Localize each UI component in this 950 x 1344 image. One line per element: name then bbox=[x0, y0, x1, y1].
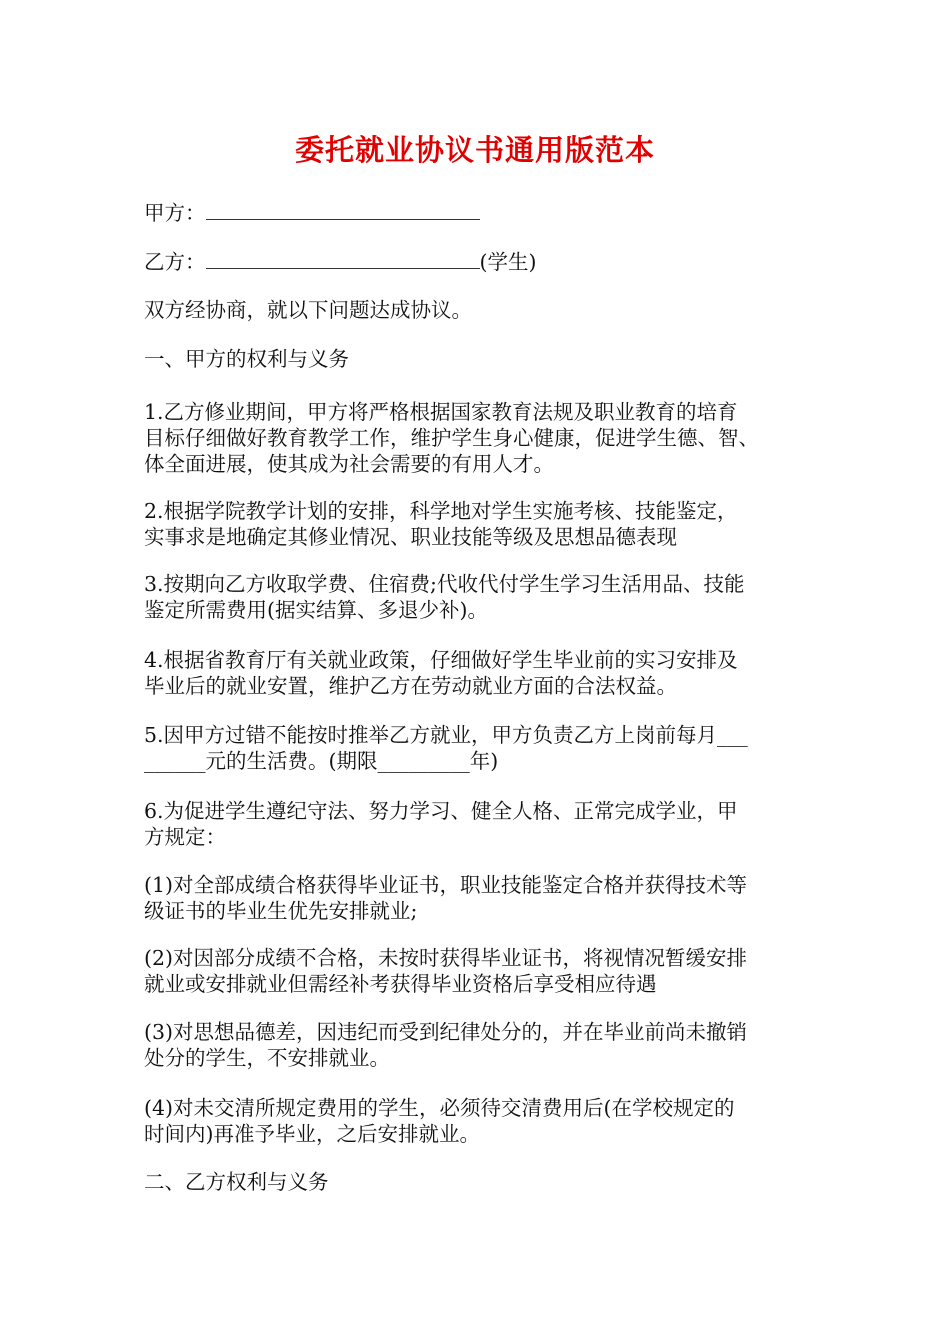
sub1-line2: 级证书的毕业生优先安排就业; bbox=[144, 899, 418, 923]
section1-heading: 一、甲方的权利与义务 bbox=[144, 347, 349, 371]
item6-line2: 方规定： bbox=[144, 825, 226, 849]
sub1-line1: (1)对全部成绩合格获得毕业证书，职业技能鉴定合格并获得技术等 bbox=[144, 873, 748, 897]
item1-line1: 1.乙方修业期间，甲方将严格根据国家教育法规及职业教育的培育 bbox=[144, 400, 738, 424]
party-a-label: 甲方： bbox=[144, 201, 206, 225]
section2-heading: 二、乙方权利与义务 bbox=[144, 1170, 329, 1194]
party-b-suffix: (学生) bbox=[479, 250, 537, 274]
item1-line3: 体全面进展，使其成为社会需要的有用人才。 bbox=[144, 452, 554, 476]
sub3-line2: 处分的学生，不安排就业。 bbox=[144, 1046, 390, 1070]
item3-line2: 鉴定所需费用(据实结算、多退少补)。 bbox=[144, 598, 488, 622]
intro-paragraph: 双方经协商，就以下问题达成协议。 bbox=[144, 298, 472, 322]
item3-line1: 3.按期向乙方收取学费、住宿费;代收代付学生学习生活用品、技能 bbox=[144, 572, 745, 596]
party-a-line bbox=[144, 200, 814, 226]
item4-line1: 4.根据省教育厅有关就业政策，仔细做好学生毕业前的实习安排及 bbox=[144, 648, 738, 672]
party-b-line bbox=[144, 249, 814, 275]
item2-line1: 2.根据学院教学计划的安排，科学地对学生实施考核、技能鉴定， bbox=[144, 499, 738, 523]
item6-line1: 6.为促进学生遵纪守法、努力学习、健全人格、正常完成学业，甲 bbox=[144, 799, 738, 823]
document-title: 委托就业协议书通用版范本 bbox=[294, 133, 655, 167]
party-b-blank bbox=[206, 250, 480, 269]
item5-line2: ______元的生活费。(期限_________年) bbox=[144, 749, 499, 773]
item5-line1: 5.因甲方过错不能按时推举乙方就业，甲方负责乙方上岗前每月___ bbox=[144, 723, 748, 747]
sub2-line2: 就业或安排就业但需经补考获得毕业资格后享受相应待遇 bbox=[144, 972, 657, 996]
sub2-line1: (2)对因部分成绩不合格，未按时获得毕业证书，将视情况暂缓安排 bbox=[144, 946, 748, 970]
party-a-blank bbox=[206, 201, 480, 220]
sub4-line1: (4)对未交清所规定费用的学生，必须待交清费用后(在学校规定的 bbox=[144, 1096, 735, 1120]
sub4-line2: 时间内)再准予毕业，之后安排就业。 bbox=[144, 1122, 480, 1146]
item4-line2: 毕业后的就业安置，维护乙方在劳动就业方面的合法权益。 bbox=[144, 674, 677, 698]
party-b-label: 乙方： bbox=[144, 250, 206, 274]
item2-line2: 实事求是地确定其修业情况、职业技能等级及思想品德表现 bbox=[144, 525, 677, 549]
item1-line2: 目标仔细做好教育教学工作，维护学生身心健康，促进学生德、智、 bbox=[144, 426, 759, 450]
sub3-line1: (3)对思想品德差，因违纪而受到纪律处分的，并在毕业前尚未撤销 bbox=[144, 1020, 748, 1044]
